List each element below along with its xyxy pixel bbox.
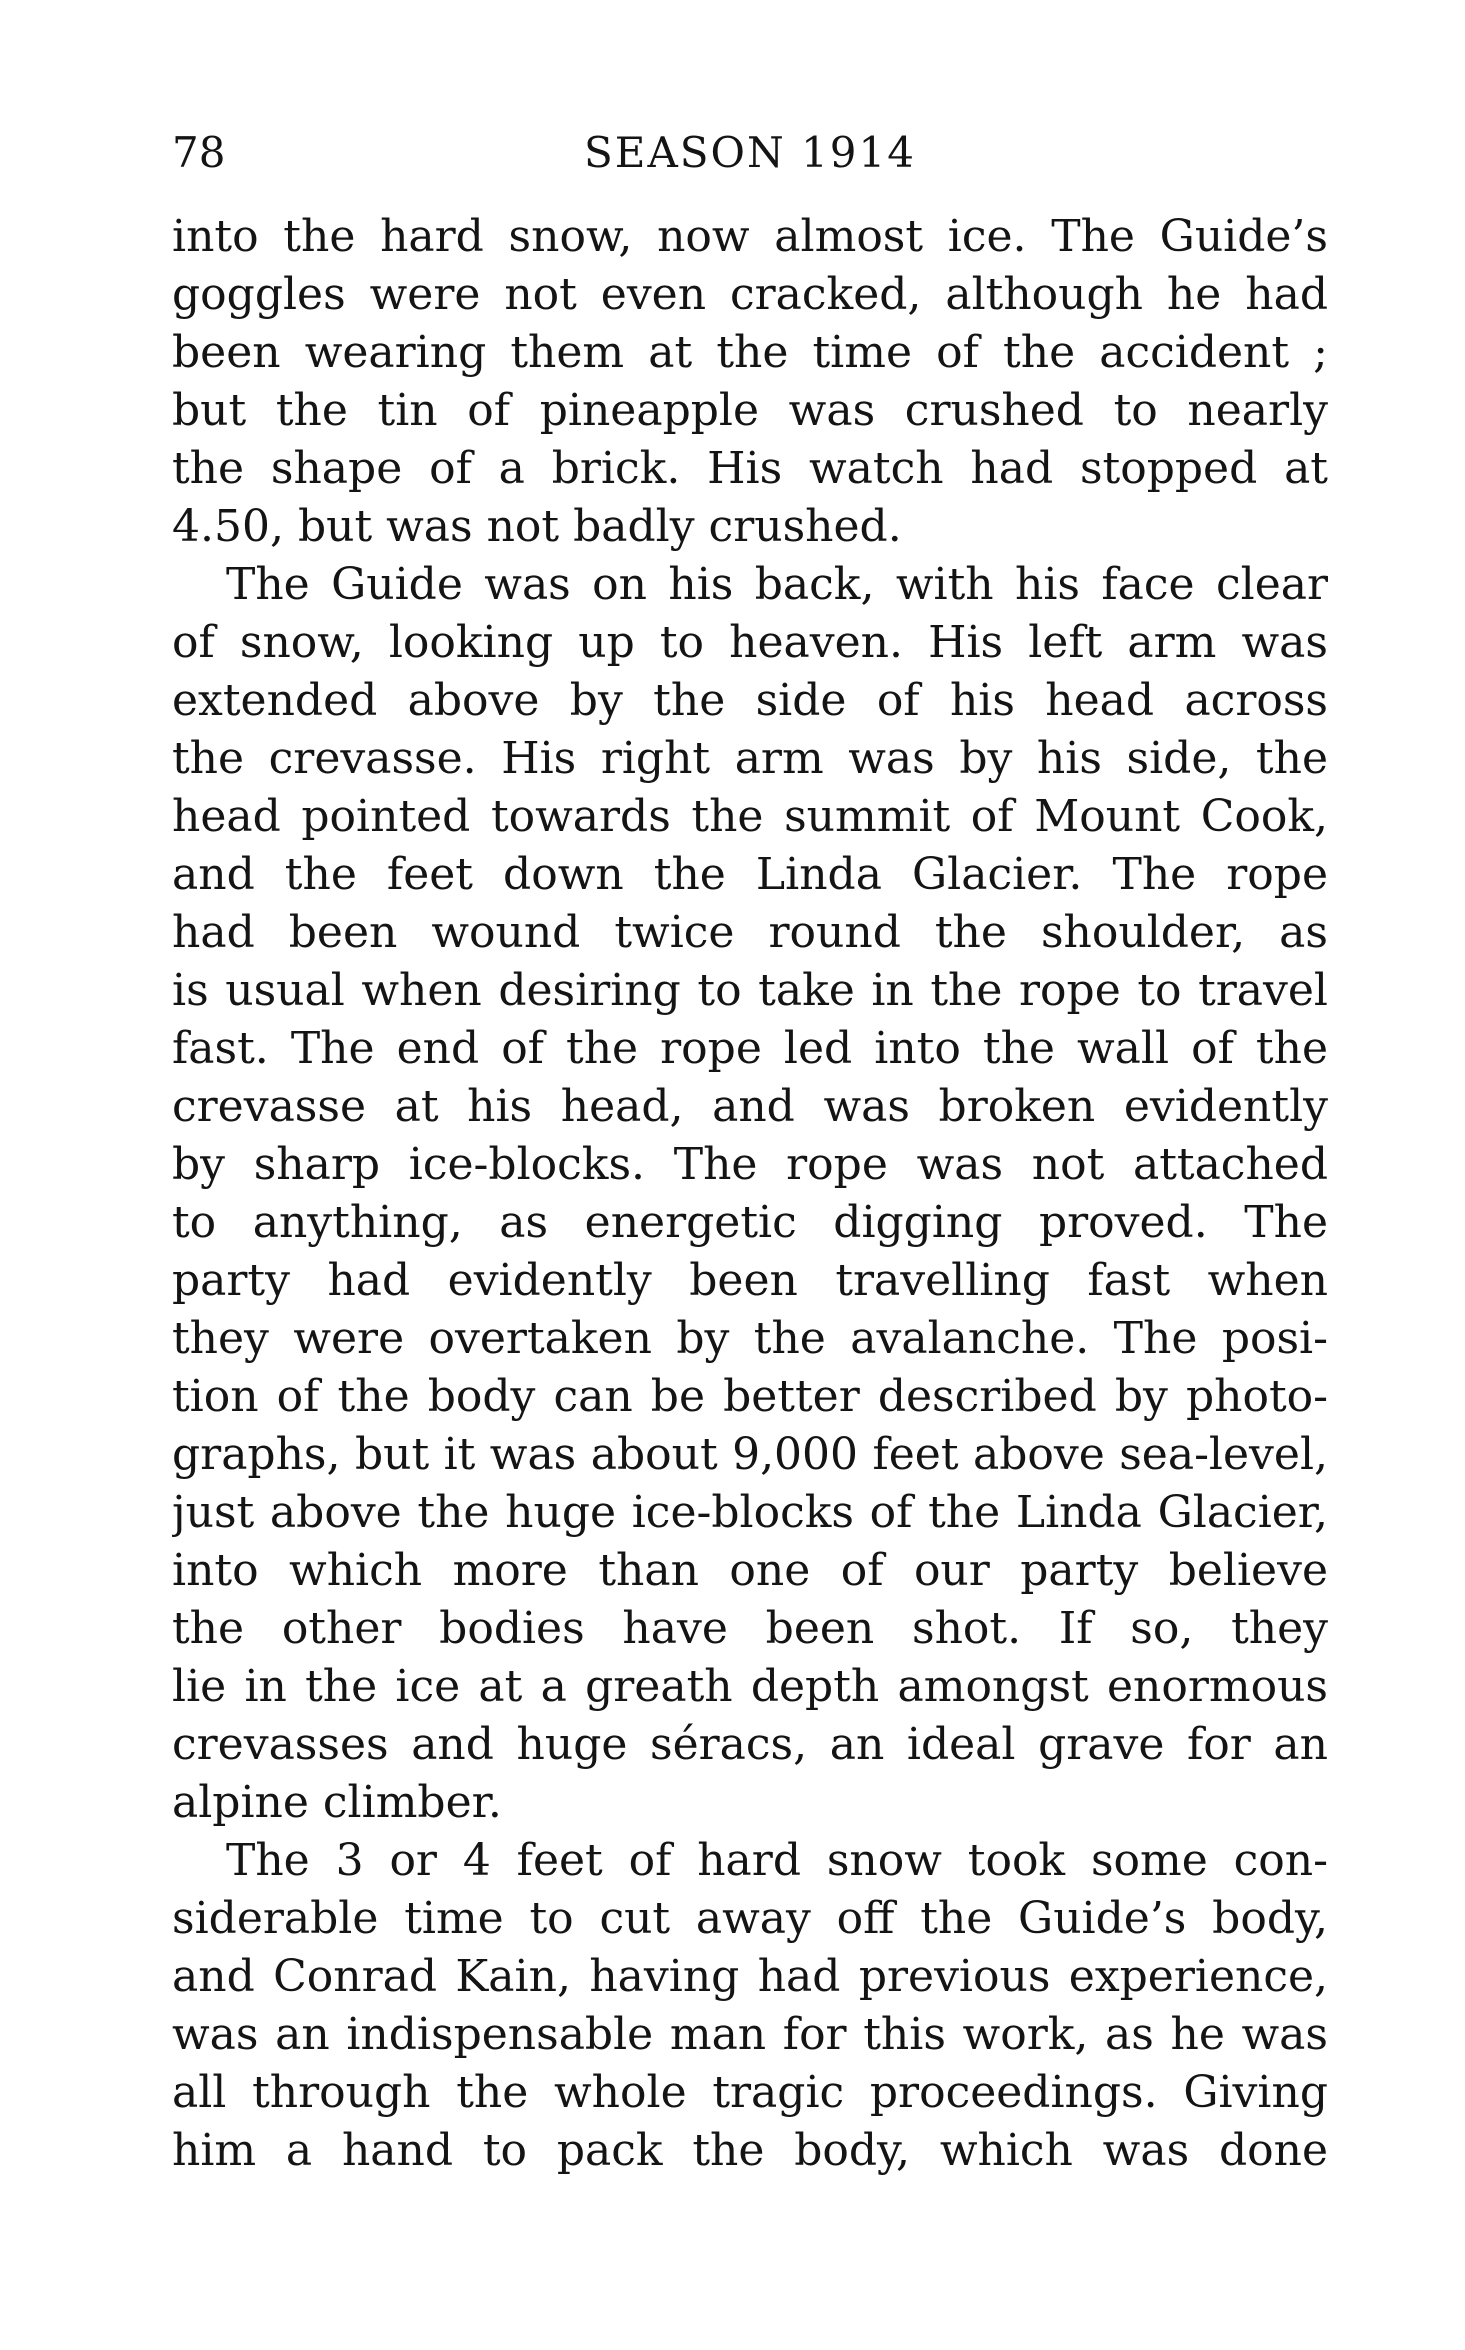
text-line: extended above by the side of his head across xyxy=(172,675,1328,726)
text-line: they were overtaken by the avalanche. The posi- xyxy=(172,1313,1328,1364)
body-text xyxy=(172,208,1328,2180)
text-line: him a hand to pack the body, which was done xyxy=(172,2125,1328,2176)
text-line: fast. The end of the rope led into the wall of the xyxy=(172,1023,1328,1074)
text-line: had been wound twice round the shoulder, as xyxy=(172,907,1328,958)
text-line: siderable time to cut away off the Guide’s body, xyxy=(172,1893,1328,1944)
text-line: tion of the body can be better described by photo- xyxy=(172,1371,1328,1422)
text-line: is usual when desiring to take in the rope to travel xyxy=(172,965,1328,1016)
text-line: into the hard snow, now almost ice. The Guide’s xyxy=(172,211,1328,262)
text-line: all through the whole tragic proceedings. Giving xyxy=(172,2067,1328,2118)
text-line: The Guide was on his back, with his face clear xyxy=(226,559,1328,610)
text-line: crevasse at his head, and was broken evidently xyxy=(172,1081,1328,1132)
text-line: by sharp ice-blocks. The rope was not attached xyxy=(172,1139,1328,1190)
text-line: The 3 or 4 feet of hard snow took some con- xyxy=(226,1835,1328,1886)
text-line: crevasses and huge séracs, an ideal grave for an xyxy=(172,1719,1328,1770)
text-line: was an indispensable man for this work, as he was xyxy=(172,2009,1328,2060)
text-line: been wearing them at the time of the accident ; xyxy=(172,327,1328,378)
text-line: graphs, but it was about 9,000 feet above sea-level, xyxy=(172,1429,1328,1480)
text-line: the other bodies have been shot. If so, they xyxy=(172,1603,1328,1654)
text-line: to anything, as energetic digging proved. The xyxy=(172,1197,1328,1248)
text-line: 4.50, but was not badly crushed. xyxy=(172,501,902,552)
text-line: party had evidently been travelling fast when xyxy=(172,1255,1328,1306)
text-line: lie in the ice at a greath depth amongst enormous xyxy=(172,1661,1328,1712)
running-head: SEASON 1914 xyxy=(584,128,916,177)
page-header xyxy=(172,127,1328,179)
text-line: of snow, looking up to heaven. His left arm was xyxy=(172,617,1328,668)
text-line: the shape of a brick. His watch had stopped at xyxy=(172,443,1328,494)
text-line: goggles were not even cracked, although he had xyxy=(172,269,1328,320)
text-line: alpine climber. xyxy=(172,1777,502,1828)
text-line: just above the huge ice-blocks of the Linda Glacier, xyxy=(172,1487,1328,1538)
text-line: head pointed towards the summit of Mount Cook, xyxy=(172,791,1328,842)
page-number: 78 xyxy=(172,128,226,177)
text-line: and Conrad Kain, having had previous experience, xyxy=(172,1951,1328,2002)
text-line: into which more than one of our party believe xyxy=(172,1545,1328,1596)
text-line: but the tin of pineapple was crushed to nearly xyxy=(172,385,1328,436)
text-line: and the feet down the Linda Glacier. The rope xyxy=(172,849,1328,900)
text-line: the crevasse. His right arm was by his side, the xyxy=(172,733,1328,784)
